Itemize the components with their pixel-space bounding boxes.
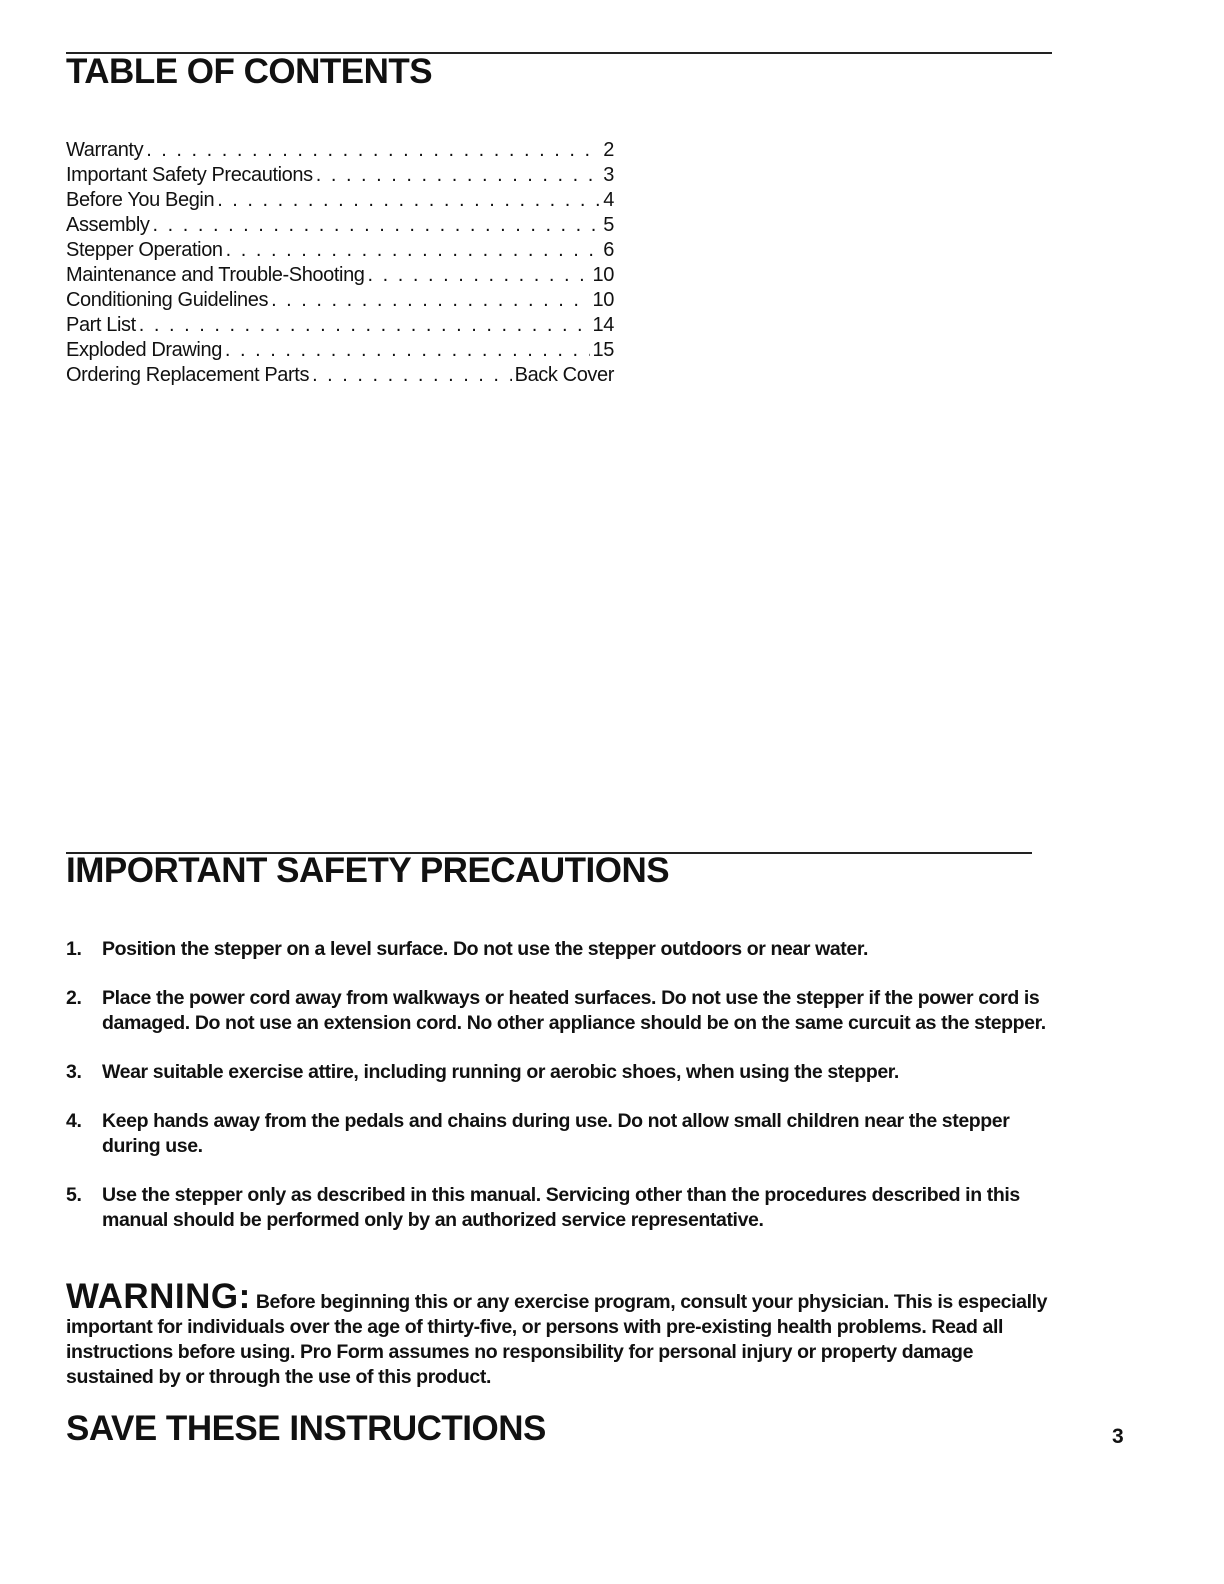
toc-leader-dots <box>226 238 601 263</box>
safety-list <box>66 937 1056 1257</box>
toc-entry <box>66 188 614 213</box>
toc-entry-page: 4 <box>603 189 614 211</box>
toc-entry <box>66 313 614 338</box>
safety-item-number: 1. <box>66 938 82 960</box>
toc-leader-dots <box>368 263 590 288</box>
toc-title: TABLE OF CONTENTS <box>66 52 433 91</box>
toc-entry-page: 3 <box>603 164 614 186</box>
toc-entry-label: Part List <box>66 314 136 336</box>
safety-item-number: 3. <box>66 1061 82 1083</box>
toc-leader-dots <box>271 288 589 313</box>
toc-entry-label: Exploded Drawing <box>66 339 222 361</box>
page-number: 3 <box>1112 1425 1124 1448</box>
safety-item-text: Keep hands away from the pedals and chains during use. Do not allow small children near the stepper during use. <box>102 1110 1010 1157</box>
warning-paragraph <box>66 1277 1056 1390</box>
toc-entry-page: 10 <box>592 289 614 311</box>
toc-entry-page: Back Cover <box>514 364 614 386</box>
toc-entry <box>66 288 614 313</box>
toc-entry-label: Assembly <box>66 214 150 236</box>
toc-leader-dots <box>225 338 590 363</box>
save-instructions-title: SAVE THESE INSTRUCTIONS <box>66 1409 546 1448</box>
toc-leader-dots <box>153 213 601 238</box>
toc-entry-page: 6 <box>603 239 614 261</box>
safety-item-text: Use the stepper only as described in this manual. Servicing other than the procedures described in this manual should be performed only by an authorized service representative. <box>102 1184 1020 1231</box>
warning-label: WARNING: <box>66 1277 251 1316</box>
toc-entry-label: Ordering Replacement Parts <box>66 364 310 386</box>
toc-entry <box>66 163 614 188</box>
safety-item-text: Position the stepper on a level surface. Do not use the stepper outdoors or near water. <box>102 938 868 960</box>
toc-leader-dots <box>146 138 600 163</box>
toc-leader-dots <box>217 188 600 213</box>
toc-entry <box>66 338 614 363</box>
toc-entry-page: 2 <box>603 139 614 161</box>
toc-leader-dots <box>139 313 590 338</box>
toc-entry <box>66 138 614 163</box>
toc-entry-page: 15 <box>592 339 614 361</box>
toc-entry <box>66 263 614 288</box>
toc-list <box>66 138 614 388</box>
safety-item-number: 2. <box>66 987 82 1009</box>
safety-item-text: Wear suitable exercise attire, including running or aerobic shoes, when using the stepper. <box>102 1061 899 1083</box>
toc-entry <box>66 238 614 263</box>
toc-leader-dots <box>316 163 601 188</box>
toc-entry <box>66 363 614 388</box>
toc-entry-label: Important Safety Precautions <box>66 164 313 186</box>
safety-item <box>66 937 1056 962</box>
toc-entry-label: Maintenance and Trouble-Shooting <box>66 264 365 286</box>
safety-title: IMPORTANT SAFETY PRECAUTIONS <box>66 851 670 890</box>
warning-text: Before beginning this or any exercise program, consult your physician. This is especially important for individuals over the age of thirty-five, or persons with pre-existing health problems. Read all instructions before using. Pro Form assumes no responsibility for personal injury or property damage sustained by or through the use of this product. <box>66 1291 1048 1388</box>
toc-entry-label: Before You Begin <box>66 189 215 211</box>
safety-item <box>66 1060 1056 1085</box>
safety-item <box>66 1183 1056 1233</box>
toc-leader-dots <box>312 363 512 388</box>
toc-entry-page: 14 <box>592 314 614 336</box>
toc-entry-label: Warranty <box>66 139 144 161</box>
toc-entry-page: 5 <box>603 214 614 236</box>
safety-item-text: Place the power cord away from walkways or heated surfaces. Do not use the stepper if the power cord is damaged. Do not use an extension cord. No other appliance should be on the same curcuit as the stepper. <box>102 987 1046 1034</box>
toc-entry <box>66 213 614 238</box>
toc-entry-label: Stepper Operation <box>66 239 223 261</box>
toc-entry-label: Conditioning Guidelines <box>66 289 269 311</box>
toc-entry-page: 10 <box>592 264 614 286</box>
safety-item-number: 4. <box>66 1110 82 1132</box>
safety-item <box>66 986 1056 1036</box>
safety-item-number: 5. <box>66 1184 82 1206</box>
safety-item <box>66 1109 1056 1159</box>
